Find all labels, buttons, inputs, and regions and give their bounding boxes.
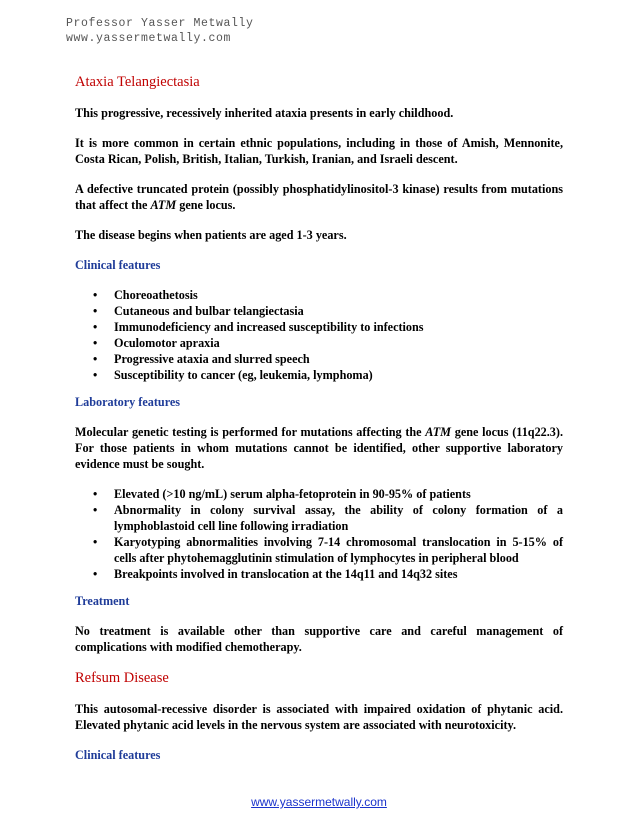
- ataxia-treatment-heading: Treatment: [75, 594, 130, 608]
- document-body: [75, 73, 563, 777]
- page-footer: [0, 795, 638, 809]
- bullet-icon: •: [93, 352, 98, 366]
- bullet-icon: •: [93, 503, 98, 517]
- ataxia-lab-heading: Laboratory features: [75, 395, 181, 409]
- bullet-icon: •: [93, 535, 98, 549]
- list-item: • Progressive ataxia and slurred speech: [93, 352, 310, 366]
- page-header: [66, 16, 254, 46]
- ataxia-section-title: Ataxia Telangiectasia: [75, 74, 200, 90]
- ataxia-lab-paragraph: [75, 424, 563, 472]
- ataxia-protein-text-2: gene locus.: [176, 198, 236, 212]
- header-author: Professor Yasser Metwally: [66, 17, 254, 30]
- ataxia-onset-paragraph: The disease begins when patients are aged 1-3 years.: [75, 228, 347, 242]
- refsum-section-title: Refsum Disease: [75, 670, 169, 686]
- ataxia-treatment-paragraph: No treatment is available other than supportive care and careful management of complications with modified chemotherapy.: [75, 624, 563, 654]
- list-item: • Immunodeficiency and increased susceptibility to infections: [93, 320, 424, 334]
- bullet-icon: •: [93, 487, 98, 501]
- list-item: • Abnormality in colony survival assay, the ability of colony formation of a lymphoblastoid cell line following irradiation: [93, 503, 563, 533]
- list-item: • Breakpoints involved in translocation at the 14q11 and 14q32 sites: [93, 567, 458, 581]
- list-item: • Cutaneous and bulbar telangiectasia: [93, 304, 304, 318]
- ataxia-protein-paragraph: [75, 181, 563, 213]
- bullet-icon: •: [93, 368, 98, 382]
- footer-website-link[interactable]: www.yassermetwally.com: [251, 795, 387, 809]
- ataxia-intro-paragraph: This progressive, recessively inherited ataxia presents in early childhood.: [75, 106, 454, 120]
- ataxia-clinical-list: [75, 287, 563, 383]
- atm-gene-name: ATM: [425, 425, 452, 439]
- ataxia-clinical-heading: Clinical features: [75, 258, 161, 272]
- bullet-icon: •: [93, 567, 98, 581]
- bullet-icon: •: [93, 336, 98, 350]
- bullet-icon: •: [93, 288, 98, 302]
- ataxia-ethnic-paragraph: It is more common in certain ethnic populations, including in those of Amish, Mennonite, Costa Rican, Polish, British, Italian, Turkish, Iranian, and Israeli descent.: [75, 136, 563, 166]
- ataxia-protein-text-1: A defective truncated protein (possibly phosphatidylinositol-3 kinase) results from mutations that affect the: [75, 182, 563, 212]
- lab-text-2: gene locus (11q22.3). For those patients in whom mutations cannot be identified, other supportive laboratory evidence must be sought.: [75, 425, 563, 471]
- bullet-icon: •: [93, 320, 98, 334]
- list-item: • Susceptibility to cancer (eg, leukemia, lymphoma): [93, 368, 373, 382]
- ataxia-lab-list: [75, 486, 563, 582]
- list-item: • Oculomotor apraxia: [93, 336, 220, 350]
- list-item: • Karyotyping abnormalities involving 7-14 chromosomal translocation in 5-15% of cells after phytohemagglutinin stimulation of lymphocytes in peripheral blood: [93, 535, 563, 565]
- atm-gene-name: ATM: [150, 198, 177, 212]
- lab-text-1: Molecular genetic testing is performed for mutations affecting the: [75, 425, 426, 439]
- bullet-icon: •: [93, 304, 98, 318]
- list-item: • Choreoathetosis: [93, 288, 198, 302]
- refsum-intro-paragraph: This autosomal-recessive disorder is associated with impaired oxidation of phytanic acid. Elevated phytanic acid levels in the nervous system are associated with neurotoxicity.: [75, 702, 563, 732]
- header-website: www.yassermetwally.com: [66, 32, 232, 45]
- list-item: • Elevated (>10 ng/mL) serum alpha-fetoprotein in 90-95% of patients: [93, 487, 471, 501]
- refsum-clinical-heading: Clinical features: [75, 748, 161, 762]
